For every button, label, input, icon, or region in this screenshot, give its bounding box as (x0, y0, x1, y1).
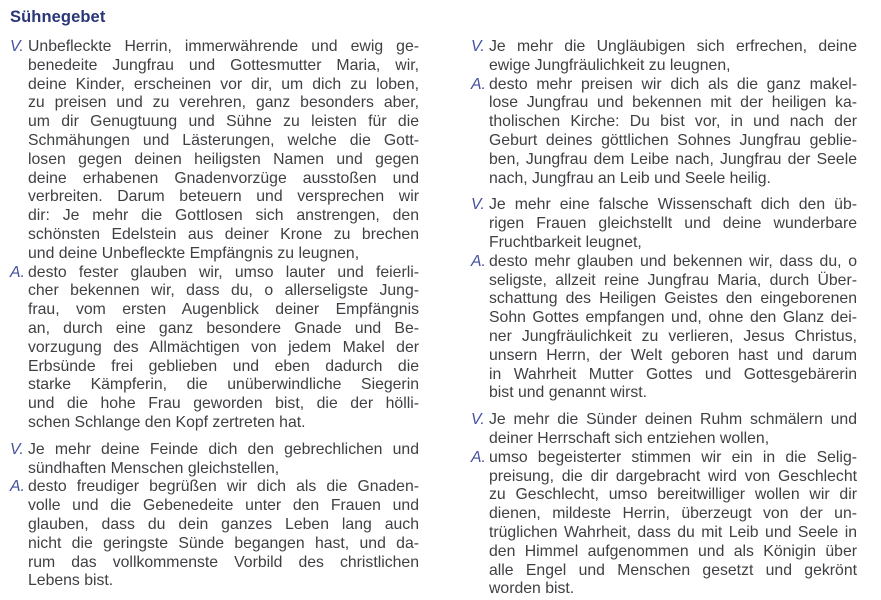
response-paragraph (471, 76, 857, 189)
left-column (10, 6, 419, 600)
versicle-response-group (10, 38, 419, 433)
versicle-response-group (10, 441, 419, 591)
versicle-response-group (471, 196, 857, 403)
verse-marker: A. (10, 478, 25, 496)
text-line: lose Jungfrau und bekennen mit der heiligen ka- (489, 94, 857, 112)
text-line: desto mehr glauben und bekennen wir, dass du, o (489, 252, 857, 270)
text-line: preisung, die dir dargebracht wird von Geschlecht (489, 467, 857, 485)
verse-marker: V. (471, 196, 485, 214)
versicle-paragraph (471, 196, 857, 252)
text-line: trüglichen Wahrheit, dass du mit Leib und Seele in (489, 523, 857, 541)
text-line: cher bekennen wir, dass du, o allerseligste Jung- (28, 282, 419, 300)
text-line: an, durch eine ganz besondere Gnade und Be- (28, 319, 419, 337)
text-line: Je mehr die Sünder deinen Ruhm schmälern und (489, 411, 857, 429)
verse-marker: V. (10, 38, 24, 55)
versicle-paragraph (10, 38, 419, 264)
text-line: Je mehr eine falsche Wissenschaft dich den üb- (489, 196, 857, 214)
text-line: zu Geschlecht, umso bereitwilliger wollen wir dir (489, 486, 857, 504)
text-line: unsern Herrn, der Welt geboren hast und darum (489, 346, 857, 364)
page-title: Sühnegebet (10, 8, 106, 26)
verse-marker: A. (471, 252, 486, 270)
text-line: bist und genannt wirst. (489, 384, 648, 402)
verse-marker: A. (471, 448, 486, 466)
text-line: seligste, allzeit reine Jungfrau Maria, durch Über- (489, 271, 857, 289)
response-paragraph (10, 264, 419, 433)
text-line: frau, vom ersten Augenblick deiner Empfängnis (28, 301, 419, 319)
text-line: Geburt deines göttlichen Sohnes Jungfrau geblie- (489, 131, 857, 149)
text-line: alle Engel und Menschen gesetzt und gekrönt (489, 561, 857, 579)
text-line: schönsten Edelstein aus deiner Krone zu brechen (28, 225, 419, 243)
versicle-paragraph (471, 38, 857, 76)
text-line: nach, Jungfrau an Leib und Seele heilig. (489, 169, 771, 187)
text-line: worden bist. (489, 580, 575, 598)
text-line: rum das vollkommenste Vorbild des christlichen (28, 553, 419, 571)
versicle-paragraph (10, 441, 419, 479)
text-line: Schmähungen und Lästerungen, welche die Gott- (28, 131, 419, 149)
text-line: schen Schlange den Kopf zertreten hat. (28, 413, 306, 431)
verse-marker: V. (471, 38, 485, 55)
text-line: Fruchtbarkeit leugnet, (489, 233, 642, 251)
verse-marker: V. (10, 440, 24, 458)
text-line: desto mehr preisen wir dich als die ganz makel- (489, 75, 857, 93)
text-line: schattung des Heiligen Geistes den eingeborenen (489, 290, 857, 308)
text-line: Lebens bist. (28, 572, 114, 590)
versicle-response-group (471, 38, 857, 188)
text-line: Je mehr die Ungläubigen sich erfrechen, deine (489, 38, 857, 55)
text-line: vorzugung des Allmächtigen von jedem Makel der (28, 338, 419, 356)
verse-marker: A. (471, 75, 486, 93)
text-line: Unbefleckte Herrin, immerwährende und ewig ge- (28, 38, 419, 55)
text-line: sündhaften Menschen gleichstellen, (28, 459, 280, 477)
text-line: um dir Genugtuung und Sühne zu leisten für die (28, 113, 419, 131)
verse-marker: V. (471, 411, 485, 429)
text-line: den Himmel aufgenommen und als Königin über (489, 542, 857, 560)
text-line: benedeite Jungfrau und Gottesmutter Maria, wir, (28, 56, 419, 74)
text-line: starke Kämpferin, die unüberwindliche Siegerin (28, 376, 419, 394)
text-line: verbreiten. Darum beteuern und versprechen wir (28, 188, 419, 206)
response-paragraph (10, 478, 419, 591)
text-line: deine erhabenen Gnadenvorzüge ausstoßen und (28, 169, 419, 187)
text-line: ner Jungfräulichkeit zu verlieren, Jesus Christus, (489, 327, 857, 345)
right-column (471, 6, 857, 600)
versicle-paragraph (471, 411, 857, 449)
text-line: und deine Unbefleckte Empfängnis zu leugnen, (28, 244, 360, 262)
response-paragraph (471, 449, 857, 599)
text-line: rigen Frauen gleichstellt und deine wunderbare (489, 215, 857, 233)
text-line: glauben, dass du dein ganzes Leben lang auch (28, 515, 419, 533)
text-line: deiner Herrschaft sich entziehen wollen, (489, 429, 770, 447)
text-line: desto fester glauben wir, umso lauter und feierli- (28, 263, 419, 281)
text-line: losen gegen deinen heiligsten Namen und gegen (28, 150, 419, 168)
text-line: deine Kinder, erscheinen vor dir, um dich zu loben, (28, 75, 419, 93)
text-line: und die hohe Frau geworden bist, die der hölli- (28, 395, 419, 413)
versicle-response-group (471, 411, 857, 599)
text-line: volle und die Gebenedeite unter den Frauen und (28, 497, 419, 515)
text-line: umso begeisterter stimmen wir ein in die Selig- (489, 448, 857, 466)
text-line: Erbsünde frei geblieben und eben dadurch die (28, 357, 419, 375)
text-line: dienen, mildeste Herrin, überzeugt von der un- (489, 505, 857, 523)
text-line: nicht die geringste Sünde begangen hast, und da- (28, 534, 419, 552)
text-line: dir: Je mehr die Gottlosen sich anstrengen, den (28, 207, 419, 225)
text-line: zu preisen und zu verehren, ganz besonders aber, (28, 94, 419, 112)
text-line: Sohn Gottes empfangen und, ohne den Glanz dei- (489, 309, 857, 327)
text-line: in Wahrheit Mutter Gottes und Gottesgebärerin (489, 365, 857, 383)
text-line: desto freudiger begrüßen wir dich als die Gnaden- (28, 478, 419, 496)
text-line: tholischen Kirche: Du bist vor, in und nach der (489, 113, 857, 131)
text-line: ewige Jungfräulichkeit zu leugnen, (489, 56, 731, 74)
verse-marker: A. (10, 263, 25, 281)
text-line: ben, Jungfrau dem Leibe nach, Jungfrau der Seele (489, 150, 857, 168)
response-paragraph (471, 253, 857, 403)
text-line: Je mehr deine Feinde dich den gebrechlichen und (28, 440, 419, 458)
